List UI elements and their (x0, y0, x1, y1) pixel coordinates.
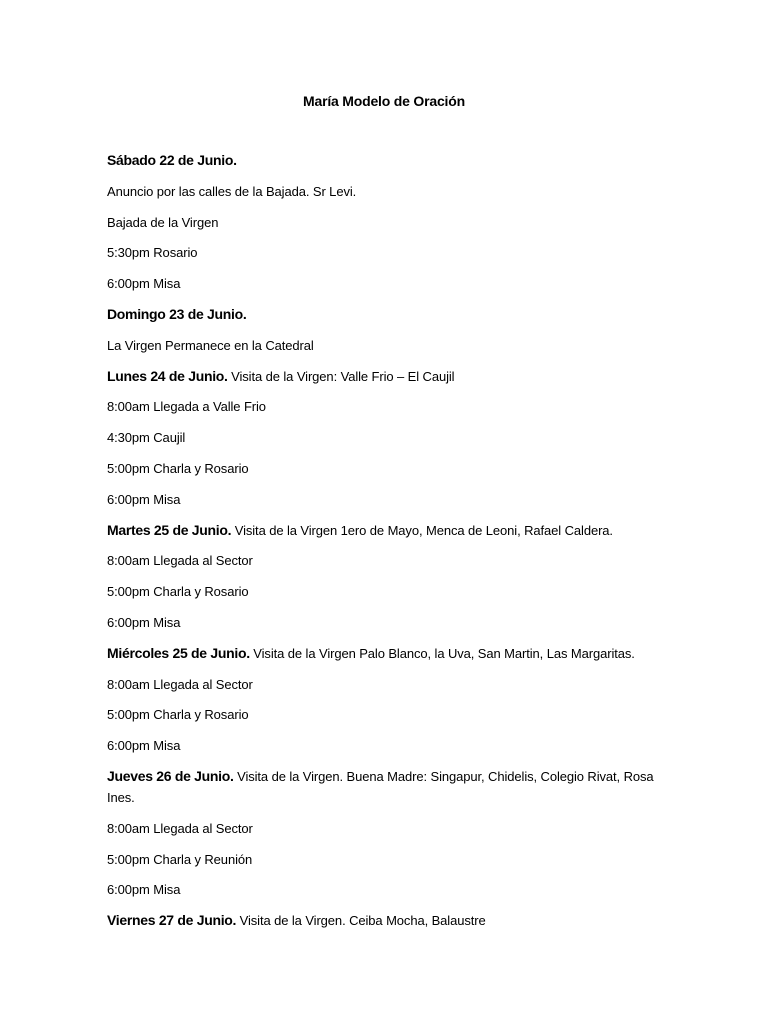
day-heading: Miércoles 25 de Junio. (107, 644, 250, 661)
line-text: Visita de la Virgen: Valle Frio – El Caujil (227, 368, 455, 384)
line-text: Bajada de la Virgen (107, 214, 219, 230)
document-body (107, 150, 667, 941)
schedule-line (107, 581, 667, 602)
day-heading-line (107, 366, 667, 387)
schedule-line (107, 212, 667, 233)
day-heading: Martes 25 de Junio. (107, 521, 232, 538)
schedule-line (107, 458, 667, 479)
schedule-line (107, 612, 667, 633)
line-text: Visita de la Virgen. Buena Madre: Singapur, Chidelis, Colegio Rivat, Rosa Ines. (107, 768, 654, 805)
day-heading-line (107, 520, 667, 541)
schedule-line (107, 335, 667, 356)
line-text: 8:00am Llegada al Sector (107, 676, 253, 692)
line-text: Visita de la Virgen Palo Blanco, la Uva, San Martin, Las Margaritas. (249, 645, 635, 661)
line-text: 8:00am Llegada al Sector (107, 820, 253, 836)
schedule-line (107, 427, 667, 448)
schedule-line (107, 489, 667, 510)
schedule-line (107, 550, 667, 571)
day-heading: Viernes 27 de Junio. (107, 912, 237, 929)
day-heading-line (107, 304, 667, 325)
day-heading: Lunes 24 de Junio. (107, 367, 228, 384)
day-heading-line (107, 643, 667, 664)
schedule-line (107, 704, 667, 725)
line-text: 8:00am Llegada a Valle Frio (107, 399, 266, 415)
line-text: 5:00pm Charla y Reunión (107, 851, 253, 867)
line-text: Anuncio por las calles de la Bajada. Sr Levi. (107, 183, 357, 199)
line-text: 5:30pm Rosario (107, 245, 198, 261)
schedule-line (107, 818, 667, 839)
line-text: 6:00pm Misa (107, 614, 181, 630)
schedule-line (107, 879, 667, 900)
line-text: 8:00am Llegada al Sector (107, 553, 253, 569)
day-heading: Domingo 23 de Junio. (107, 305, 247, 322)
schedule-line (107, 849, 667, 870)
day-heading-line (107, 766, 667, 808)
line-text: 6:00pm Misa (107, 738, 181, 754)
day-heading: Sábado 22 de Junio. (107, 152, 237, 168)
line-text: 5:00pm Charla y Rosario (107, 707, 249, 723)
line-text: 6:00pm Misa (107, 491, 181, 507)
day-heading-line (107, 910, 667, 931)
line-text: 5:00pm Charla y Rosario (107, 460, 249, 476)
schedule-line (107, 273, 667, 294)
line-text: Visita de la Virgen. Ceiba Mocha, Balaustre (236, 913, 486, 929)
line-text: Visita de la Virgen 1ero de Mayo, Menca de Leoni, Rafael Caldera. (231, 522, 613, 538)
day-heading-line (107, 150, 667, 171)
line-text: La Virgen Permanece en la Catedral (107, 337, 314, 353)
schedule-line (107, 396, 667, 417)
schedule-line (107, 735, 667, 756)
schedule-line (107, 242, 667, 263)
line-text: 6:00pm Misa (107, 276, 181, 292)
schedule-line (107, 674, 667, 695)
day-heading: Jueves 26 de Junio. (107, 767, 234, 784)
line-text: 5:00pm Charla y Rosario (107, 584, 249, 600)
line-text: 6:00pm Misa (107, 882, 181, 898)
document-title: María Modelo de Oración (303, 93, 465, 109)
schedule-line (107, 181, 667, 202)
line-text: 4:30pm Caujil (107, 430, 186, 446)
